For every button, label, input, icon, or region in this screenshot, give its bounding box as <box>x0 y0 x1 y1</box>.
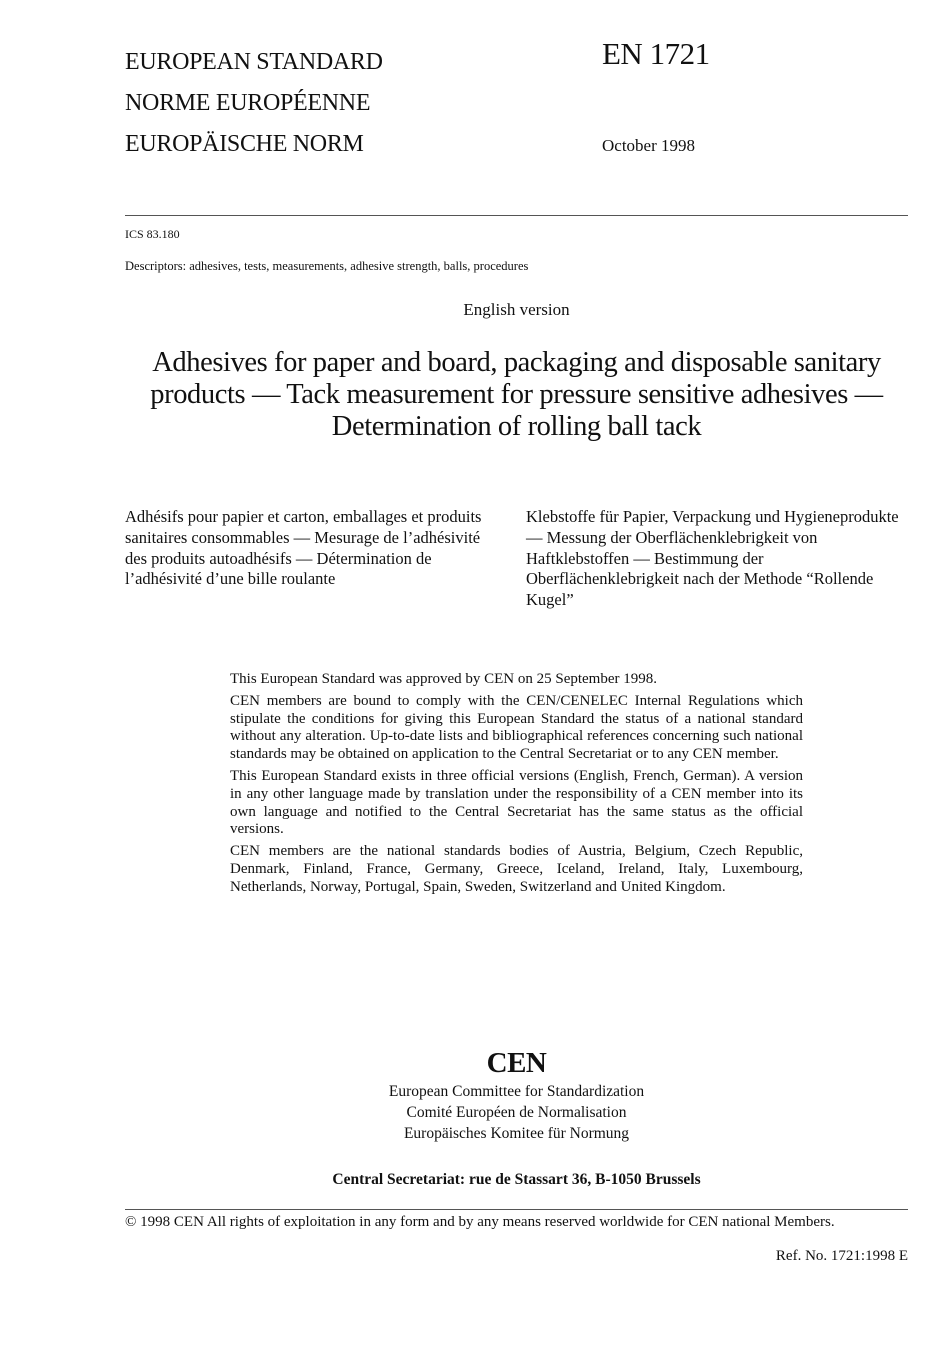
publication-date: October 1998 <box>602 136 696 155</box>
cen-name-english: European Committee for Standardization <box>388 1083 645 1100</box>
cen-name-german: Europäisches Komitee für Normung <box>403 1124 630 1142</box>
german-title: Klebstoffe für Papier, Verpackung und Hygieneprodukte — Messung der Oberflächenklebrigkeit von Haftklebstoffen — Bestimmung der Oberflächenklebrigkeit nach der Methode “Rollende Kugel” <box>526 507 899 610</box>
standard-type-english: EUROPEAN STANDARD <box>125 49 383 75</box>
french-title: Adhésifs pour papier et carton, emballages et produits sanitaires consommables — Mesurage de l’adhésivité des produits autoadhésifs — Détermination de l’adhésivité d’une bille roulante <box>125 507 482 589</box>
standard-type-french: NORME EUROPÉENNE <box>125 90 371 116</box>
cen-names <box>125 1082 908 1144</box>
footer-divider <box>125 1209 908 1210</box>
notice-paragraph: CEN members are bound to comply with the CEN/CENELEC Internal Regulations which stipulate the conditions for giving this European Standard the status of a national standard without any alteration. Up-to-date lists and bibliographical references concerning such national standards may be obtained on application to the Central Secretariat or to any CEN member. <box>230 692 803 763</box>
copyright-notice: © 1998 CEN All rights of exploitation in any form and by any means reserved worldwide for CEN national Members. <box>125 1214 835 1230</box>
reference-number: Ref. No. 1721:1998 E <box>775 1248 908 1264</box>
central-secretariat-address: Central Secretariat: rue de Stassart 36, B-1050 Brussels <box>332 1171 701 1188</box>
notice-paragraph: CEN members are the national standards bodies of Austria, Belgium, Czech Republic, Denmark, Finland, France, Germany, Greece, Iceland, Ireland, Italy, Luxembourg, Netherlands, Norway, Portugal, Spain, Sweden, Switzerland and United Kingdom. <box>230 843 803 895</box>
title-line: products — Tack measurement for pressure sensitive adhesives — <box>150 379 883 410</box>
notice-paragraph: This European Standard exists in three official versions (English, French, German). A version in any other language made by translation under the responsibility of a CEN member into its own language and notified to the Central Secretariat has the same status as the official versions. <box>230 767 803 838</box>
document-title <box>125 347 908 443</box>
title-line: Adhesives for paper and board, packaging and disposable sanitary <box>152 347 881 378</box>
approval-notice <box>230 671 803 901</box>
descriptors: Descriptors: adhesives, tests, measurements, adhesive strength, balls, procedures <box>125 259 529 273</box>
standard-type-heading <box>125 42 383 165</box>
standard-number: EN 1721 <box>602 36 710 71</box>
cen-logo: CEN <box>486 1047 547 1079</box>
standard-type-german: EUROPÄISCHE NORM <box>125 131 364 157</box>
version-label: English version <box>463 300 570 319</box>
cen-block <box>125 1046 908 1144</box>
notice-paragraph: This European Standard was approved by CEN on 25 September 1998. <box>230 671 657 687</box>
header-divider <box>125 215 908 216</box>
cen-name-french: Comité Européen de Normalisation <box>406 1103 627 1121</box>
title-line: Determination of rolling ball tack <box>331 411 702 442</box>
ics-code: ICS 83.180 <box>125 227 180 241</box>
